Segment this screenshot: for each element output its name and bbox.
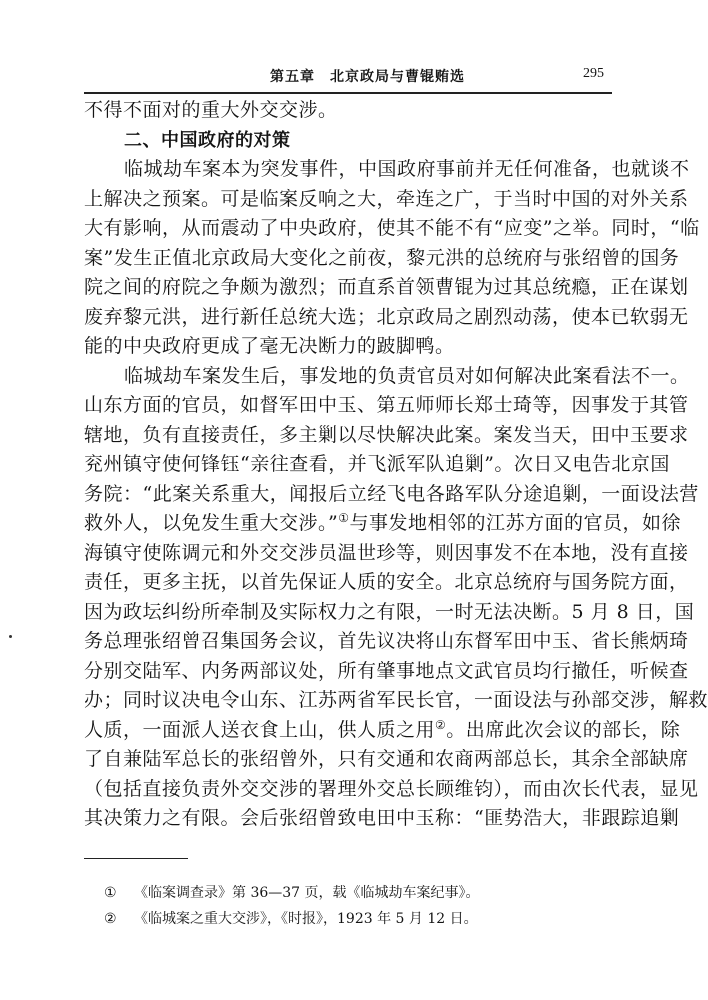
text-line: 案”发生正值北京政局大变化之前夜，黎元洪的总统府与张绍曾的国务	[84, 246, 680, 269]
text-line: 临城劫车案发生后，事发地的负责官员对如何解决此案看法不一。	[124, 364, 690, 387]
text-line: 临城劫车案本为突发事件，中国政府事前并无任何准备，也就谈不	[124, 158, 690, 180]
text-line: 其决策力之有限。会后张绍曾致电田中玉称：“匪势浩大，非跟踪追剿	[84, 807, 680, 829]
footnote-mark: ①	[104, 885, 117, 901]
text-line: 分别交陆军、内务两部议处，所有肇事地点文武官员均行撤任，听候查	[84, 659, 689, 682]
text-line: 海镇守使陈调元和外交交涉员温世珍等，则因事发不在本地，没有直接	[84, 541, 689, 564]
text-line: 大有影响，从而震动了中央政府，使其不能不有“应变”之举。同时，“临	[84, 217, 700, 239]
text-line: 办；同时议决电令山东、江苏两省军民长官，一面设法与孙部交涉，解救	[84, 689, 708, 711]
text-line: 务院：“此案关系重大，闻报后立经飞电各路军队分途追剿，一面设法营	[84, 482, 699, 505]
text-line: 了自兼陆军总长的张绍曾外，只有交通和农商两部总长，其余全部缺席	[84, 748, 689, 770]
footnote-ref-1[interactable]: ①	[338, 511, 350, 525]
section-heading: 二、中国政府的对策	[124, 129, 291, 151]
text-line: 上解决之预案。可是临案反响之大，牵连之广，于当时中国的对外关系	[84, 187, 689, 210]
text-line: 辖地，负有直接责任，多主剿以尽快解决此案。案发当天，田中玉要求	[84, 423, 689, 446]
scan-speck	[9, 635, 12, 638]
chapter-title: 第五章 北京政局与曹锟贿选	[270, 69, 465, 85]
text-line: 能的中央政府更成了毫无决断力的跛脚鸭。	[84, 335, 455, 357]
text-line: 不得不面对的重大外交交涉。	[84, 99, 338, 121]
header-rule	[84, 92, 612, 94]
footnote-text: 《临城案之重大交涉》，《时报》，1923 年 5 月 12 日。	[134, 911, 478, 927]
text-line: 务总理张绍曾召集国务会议，首先议决将山东督军田中玉、省长熊炳琦	[84, 630, 689, 652]
text-line: （包括直接负责外交交涉的署理外交总长顾维钧），而由次长代表，显见	[84, 777, 699, 800]
footnote-item	[104, 880, 604, 906]
text-line: 责任，更多主抚，以首先保证人质的安全。北京总统府与国务院方面，	[84, 571, 689, 593]
footnote-text: 《临案调查录》第 36—37 页，载《临城劫车案纪事》。	[134, 885, 480, 901]
text-segment: 与事发地相邻的江苏方面的官员，如徐	[349, 512, 681, 534]
text-segment: 救外人，以免发生重大交涉。”	[84, 512, 339, 534]
text-line: 山东方面的官员，如督军田中玉、第五师师长郑士琦等，因事发于其管	[84, 394, 689, 416]
text-line: 因为政坛纠纷所牵制及实际权力之有限，一时无法决断。5 月 8 日，国	[84, 600, 695, 623]
text-line: 废弃黎元洪，进行新任总统大选；北京政局之剧烈动荡，使本已软弱无	[84, 305, 689, 328]
footnote-separator	[84, 858, 188, 859]
text-line: 兖州镇守使何锋钰“亲往查看，并飞派军队追剿”。次日又电告北京国	[84, 453, 670, 475]
text-line: 院之间的府院之争颇为激烈；而直系首领曹锟为过其总统瘾，正在谋划	[84, 276, 689, 298]
running-header	[82, 62, 610, 84]
footnote-ref-2[interactable]: ②	[435, 717, 447, 732]
text-segment: 。出席此次会议的部长，除	[446, 718, 681, 741]
main-text	[84, 96, 708, 834]
footnote-mark: ②	[104, 911, 117, 927]
text-line	[84, 716, 681, 746]
text-segment: 人质，一面派人送衣食上山，供人质之用	[84, 718, 436, 741]
footnotes	[104, 880, 604, 932]
page-number: 295	[583, 66, 604, 81]
footnote-item	[104, 906, 604, 932]
text-line	[84, 509, 681, 539]
